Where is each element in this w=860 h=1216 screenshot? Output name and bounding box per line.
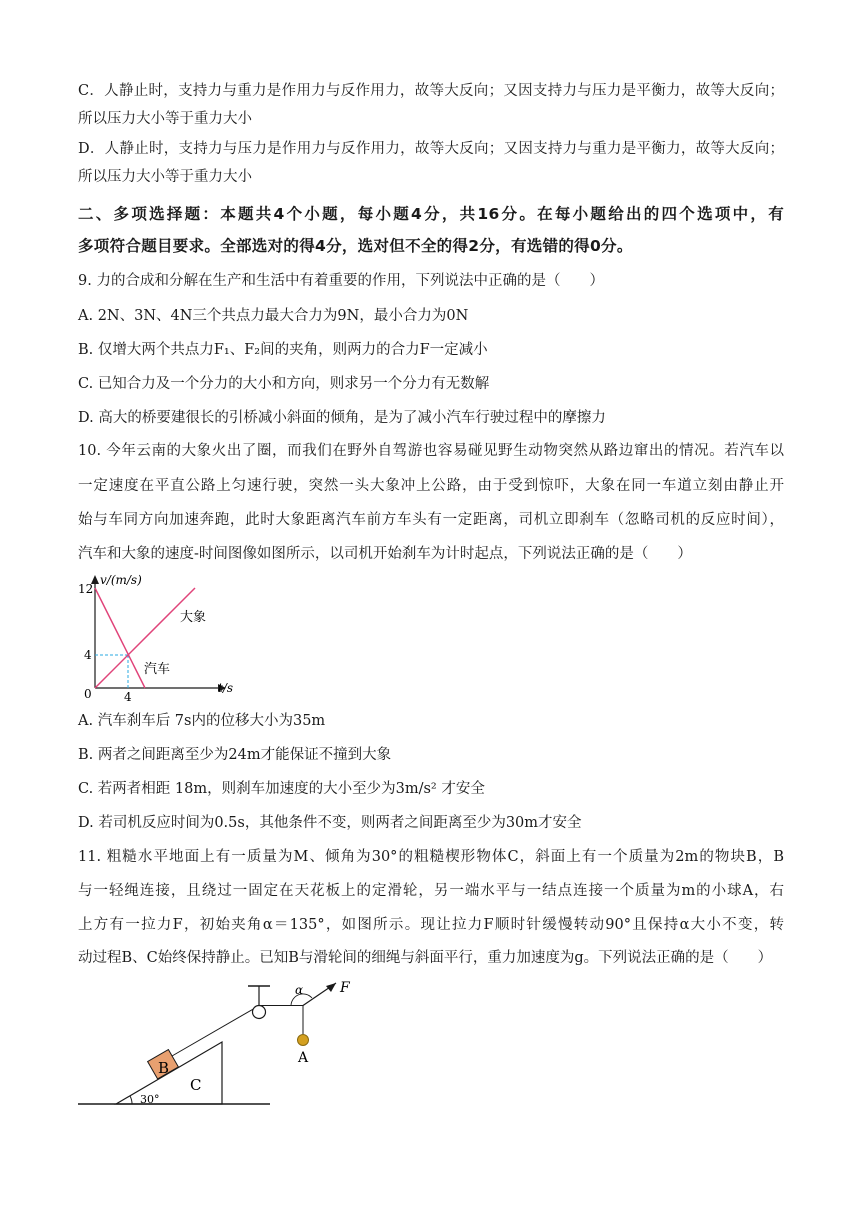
car-label: 汽车: [144, 662, 171, 677]
q10-option-d: D. 若司机反应时间为0.5s，其他条件不变，则两者之间距离至少为30m才安全: [78, 815, 582, 831]
angle-arc: [130, 1096, 132, 1104]
q10-option-b: B. 两者之间距离至少为24m才能保证不撞到大象: [78, 747, 392, 763]
q9-option-b: B. 仅增大两个共点力F₁、F₂间的夹角，则两力的合力F一定减小: [78, 342, 488, 358]
section-heading-line2: 多项符合题目要求。全部选对的得4分，选对但不全的得2分，有选错的得0分。: [78, 237, 633, 255]
origin-label: 0: [84, 687, 92, 701]
tick-4-v: 4: [84, 648, 92, 662]
force-f-arrow: [326, 983, 336, 992]
q8-option-d-line2: 所以压力大小等于重力大小: [78, 169, 252, 185]
pulley: [253, 1006, 266, 1019]
block-b-label: B: [158, 1059, 170, 1077]
q11-stem-line1: 11. 粗糙水平地面上有一质量为M、倾角为30°的粗糙楔形物体C，斜面上有一个质量为2m的物块B，B: [78, 849, 784, 865]
q9-option-d: D. 高大的桥要建很长的引桥减小斜面的倾角，是为了减小汽车行驶过程中的摩擦力: [78, 410, 606, 426]
q10-stem-line3: 始与车同方向加速奔跑，此时大象距离汽车前方车头有一定距离，司机立即刹车（忽略司机的反应时间），: [78, 512, 784, 528]
q11-stem-line4: 动过程B、C始终保持静止。已知B与滑轮间的细绳与斜面平行，重力加速度为g。下列说法正确的是（ ）: [78, 950, 773, 966]
q10-stem-line4: 汽车和大象的速度-时间图像如图所示，以司机开始刹车为计时起点，下列说法正确的是（ ）: [78, 546, 692, 562]
q9-option-c: C. 已知合力及一个分力的大小和方向，则求另一个分力有无数解: [78, 376, 490, 392]
t-axis-label: t/s: [218, 681, 234, 695]
q9-stem: 9. 力的合成和分解在生产和生活中有着重要的作用，下列说法中正确的是（ ）: [78, 273, 604, 289]
alpha-label: α: [295, 983, 304, 997]
q10-stem-line1: 10. 今年云南的大象火出了圈，而我们在野外自驾游也容易碰见野生动物突然从路边窜出的情况。若汽车以: [78, 443, 784, 459]
q10-stem-line2: 一定速度在平直公路上匀速行驶，突然一头大象冲上公路，由于受到惊吓，大象在同一车道立刻由静止开: [78, 478, 784, 494]
angle-label: 30°: [140, 1093, 160, 1106]
force-f-label: F: [340, 980, 350, 996]
q8-option-c-line1: C．人静止时，支持力与重力是作用力与反作用力，故等大反向；又因支持力与压力是平衡力，故等大反向；: [78, 83, 784, 99]
string-b-pulley: [172, 1008, 255, 1056]
q9-option-a: A. 2N、3N、4N三个共点力最大合力为9N，最小合力为0N: [78, 308, 469, 324]
car-velocity-line: [95, 588, 145, 688]
q8-option-d-line1: D．人静止时，支持力与压力是作用力与反作用力，故等大反向；又因支持力与重力是平衡力，故等大反向；: [78, 141, 784, 157]
ball-a-label: A: [298, 1050, 309, 1066]
section-heading-line1: 二、多项选择题：本题共4个小题，每小题4分，共16分。在每小题给出的四个选项中，有: [78, 205, 784, 223]
q10-option-a: A. 汽车刹车后 7s内的位移大小为35m: [78, 713, 326, 729]
q11-stem-line2: 与一轻绳连接，且绕过一固定在天花板上的定滑轮，另一端水平与一结点连接一个质量为m的小球A，右: [78, 883, 784, 899]
v-axis-label: v/(m/s): [100, 573, 142, 587]
q11-stem-line3: 上方有一拉力F，初始夹角α＝135°，如图所示。现让拉力F顺时针缓慢转动90°且保持α大小不变，转: [78, 917, 784, 933]
ball-a: [298, 1035, 309, 1046]
elephant-label: 大象: [180, 610, 207, 625]
wedge-c-label: C: [190, 1076, 202, 1094]
tick-12: 12: [78, 582, 94, 596]
tick-4-t: 4: [124, 690, 132, 704]
q8-option-c-line2: 所以压力大小等于重力大小: [78, 111, 252, 127]
q10-option-c: C. 若两者相距 18m，则刹车加速度的大小至少为3m/s² 才安全: [78, 781, 485, 797]
incline-pulley-figure: [74, 978, 374, 1112]
velocity-time-graph: [78, 572, 238, 704]
